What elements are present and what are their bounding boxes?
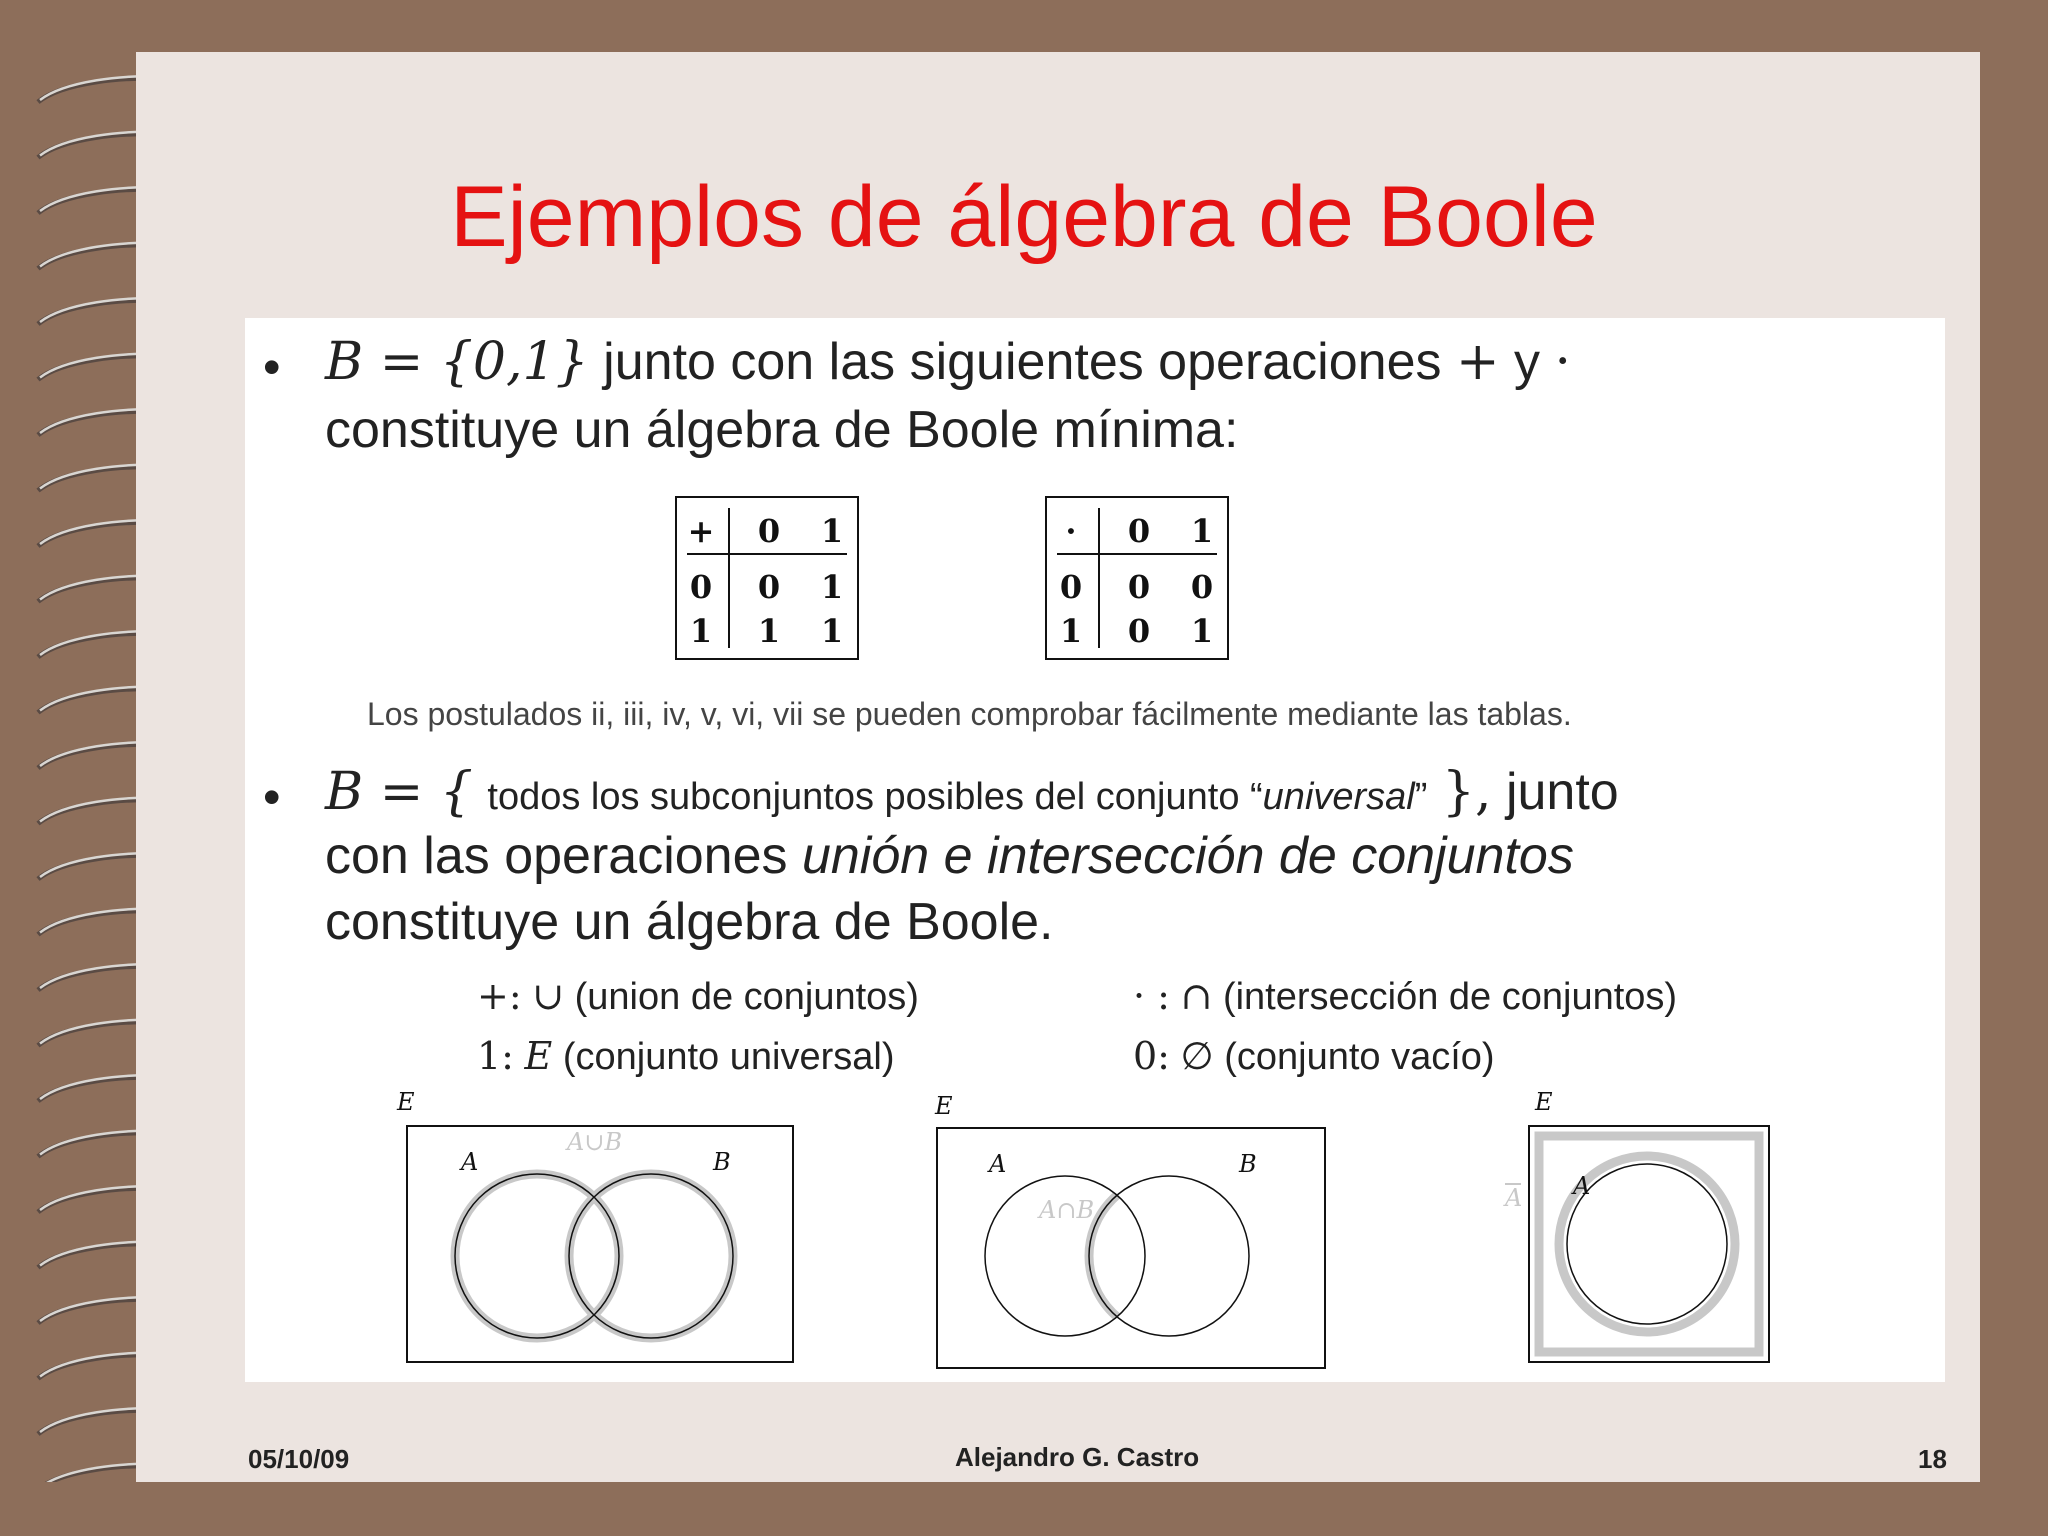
- bullet2-line3: constituye un álgebra de Boole.: [325, 893, 1054, 951]
- set-b-label: B: [713, 1148, 731, 1176]
- universal-mapping: [477, 1034, 894, 1079]
- venn-intersection: [925, 1088, 1345, 1383]
- venn-union: [395, 1088, 815, 1378]
- bullet1-line1: [325, 332, 1571, 392]
- footer-date: 05/10/09: [248, 1444, 350, 1474]
- slide-title: Ejemplos de álgebra de Boole: [450, 169, 1598, 265]
- set-b-open: B = {: [325, 762, 473, 822]
- product-table-row-label: 1: [1059, 612, 1083, 650]
- operations-italic: unión e intersección de conjuntos: [801, 827, 1574, 885]
- set-a-label: A: [1573, 1172, 1591, 1200]
- footer-page-number: 18: [1918, 1444, 1947, 1474]
- subsets-text: todos los subconjuntos posibles del conjunto “: [487, 776, 1263, 818]
- footer-author: Alejandro G. Castro: [955, 1442, 1200, 1472]
- set-b-binary: B = {0,1}: [325, 332, 589, 392]
- bullet-dot: •: [263, 769, 281, 825]
- sum-table-cell: 0: [757, 568, 781, 606]
- sum-table-row-label: 1: [689, 612, 713, 650]
- union-text: (union de conjuntos): [574, 976, 919, 1018]
- union-label: A∪B: [567, 1128, 623, 1156]
- intersection-icon: ∩: [1180, 974, 1213, 1018]
- bullet1-line2: constituye un álgebra de Boole mínima:: [325, 401, 1239, 459]
- zero-op: 0:: [1133, 1034, 1170, 1078]
- set-a-label: A: [461, 1148, 479, 1176]
- sum-table-header: 0: [757, 512, 781, 550]
- postulates-note: Los postulados ii, iii, iv, v, vi, vii se pueden comprobar fácilmente mediante las tablas.: [367, 696, 1572, 732]
- junto-word: junto: [1505, 763, 1619, 821]
- slide-content: [245, 318, 1945, 1382]
- product-table-cell: 0: [1127, 568, 1151, 606]
- intersection-label: A∩B: [1039, 1196, 1095, 1224]
- intersection-mapping: [1133, 974, 1677, 1019]
- sum-table-row-label: 0: [689, 568, 713, 606]
- bullet2-line2: [325, 827, 1574, 885]
- product-table: [1045, 496, 1229, 660]
- empty-set-icon: ∅: [1180, 1034, 1214, 1078]
- product-table-cell: 0: [1190, 568, 1214, 606]
- product-table-header: 1: [1190, 512, 1214, 550]
- intersection-text: (intersección de conjuntos): [1222, 976, 1678, 1018]
- universal-word: universal: [1262, 776, 1415, 818]
- bullet-dot: •: [263, 339, 281, 395]
- sum-table-cell: 1: [757, 612, 781, 650]
- product-table-cell: 0: [1127, 612, 1151, 650]
- plus-op: +:: [477, 974, 522, 1018]
- union-mapping: [477, 974, 919, 1019]
- dot-symbol: ·: [1554, 332, 1571, 392]
- set-b-label: B: [1239, 1150, 1257, 1178]
- one-op: 1:: [477, 1034, 514, 1078]
- universe-label: E: [1535, 1088, 1553, 1116]
- sum-table-cell: 1: [820, 568, 844, 606]
- empty-text: (conjunto vacío): [1224, 1036, 1495, 1078]
- set-a-label: A: [989, 1150, 1007, 1178]
- set-b-close: },: [1441, 762, 1492, 822]
- sum-table-cell: 1: [820, 612, 844, 650]
- product-table-op: ·: [1065, 512, 1077, 550]
- sum-table-op: +: [687, 512, 715, 550]
- dot-op: · :: [1133, 974, 1170, 1018]
- union-icon: ∪: [532, 974, 565, 1018]
- bullet2-line2-text: con las operaciones: [325, 827, 788, 885]
- sum-table-header: 1: [820, 512, 844, 550]
- sum-table: [675, 496, 859, 660]
- product-table-row-label: 0: [1059, 568, 1083, 606]
- product-table-header: 0: [1127, 512, 1151, 550]
- quote-close: ”: [1414, 776, 1428, 818]
- bullet2-line1: [325, 762, 1619, 822]
- bullet1-text: junto con las siguientes operaciones: [603, 333, 1442, 391]
- universe-label: E: [935, 1092, 953, 1120]
- e-symbol: E: [524, 1034, 553, 1078]
- y-word: y: [1513, 333, 1540, 391]
- plus-symbol: +: [1455, 332, 1500, 392]
- empty-mapping: [1133, 1034, 1495, 1079]
- universal-text: (conjunto universal): [562, 1036, 895, 1078]
- complement-label: A: [1505, 1184, 1523, 1212]
- venn-complement: [1485, 1088, 1785, 1378]
- universe-label: E: [397, 1088, 415, 1116]
- product-table-cell: 1: [1190, 612, 1214, 650]
